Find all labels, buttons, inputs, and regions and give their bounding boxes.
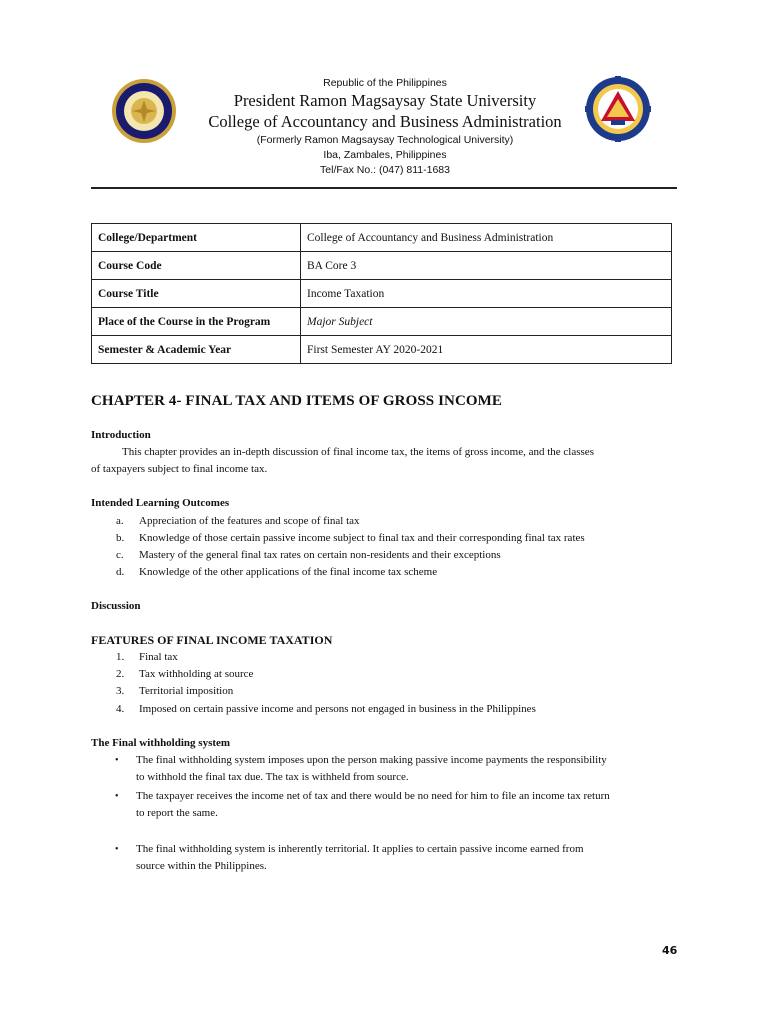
- introduction-heading: Introduction: [91, 429, 151, 441]
- list-marker: b.: [116, 532, 125, 544]
- page-number: 46: [662, 944, 678, 957]
- table-cell-value: First Semester AY 2020-2021: [301, 336, 672, 364]
- bullet-icon: •: [115, 755, 119, 766]
- table-row: [92, 336, 672, 364]
- list-item: Mastery of the general final tax rates on certain non-residents and their exceptions: [139, 549, 501, 561]
- bullet-item-line: to report the same.: [136, 807, 218, 819]
- college-gear-seal-logo: [585, 76, 651, 142]
- table-cell-value: BA Core 3: [301, 252, 672, 280]
- list-item: Knowledge of the other applications of the final income tax scheme: [139, 566, 438, 578]
- table-row: [92, 252, 672, 280]
- formerly-line: (Formerly Ramon Magsaysay Technological University): [256, 134, 514, 146]
- telfax-line: Tel/Fax No.: (047) 811-1683: [320, 164, 450, 176]
- bullet-item-line: The final withholding system imposes upon the person making passive income payments the responsibility: [136, 754, 607, 766]
- list-item: Final tax: [139, 651, 178, 663]
- list-item: Appreciation of the features and scope of final tax: [139, 515, 360, 527]
- introduction-line-2: of taxpayers subject to final income tax.: [91, 463, 268, 475]
- college-name: College of Accountancy and Business Administration: [208, 112, 562, 131]
- introduction-line-1: This chapter provides an in-depth discussion of final income tax, the items of gross income, and the classes: [122, 446, 594, 458]
- table-cell-label: Course Title: [92, 280, 301, 308]
- withholding-heading: The Final withholding system: [91, 737, 231, 749]
- outcomes-heading: Intended Learning Outcomes: [91, 497, 230, 509]
- bullet-item-line: to withhold the final tax due. The tax is withheld from source.: [136, 771, 409, 783]
- discussion-heading: Discussion: [91, 600, 141, 612]
- list-marker: c.: [116, 549, 124, 561]
- list-marker: a.: [116, 515, 124, 527]
- republic-line: Republic of the Philippines: [323, 77, 447, 89]
- chapter-title: CHAPTER 4- FINAL TAX AND ITEMS OF GROSS INCOME: [91, 393, 503, 409]
- table-cell-label: College/Department: [92, 224, 301, 252]
- table-row: [92, 224, 672, 252]
- bullet-icon: •: [115, 791, 119, 802]
- list-marker: 1.: [116, 651, 125, 663]
- features-heading: FEATURES OF FINAL INCOME TAXATION: [91, 633, 333, 647]
- table-cell-value: College of Accountancy and Business Administration: [301, 224, 672, 252]
- course-info-table: [91, 223, 672, 364]
- university-seal-logo: [111, 78, 177, 144]
- list-marker: 4.: [116, 703, 125, 715]
- bullet-item-line: source within the Philippines.: [136, 860, 267, 872]
- header-divider: [91, 187, 677, 189]
- list-item: Knowledge of those certain passive income subject to final tax and their corresponding final tax rates: [139, 532, 585, 544]
- list-item: Tax withholding at source: [139, 668, 254, 680]
- table-cell-label: Course Code: [92, 252, 301, 280]
- bullet-item-line: The taxpayer receives the income net of tax and there would be no need for him to file an income tax return: [136, 790, 610, 802]
- table-row: [92, 280, 672, 308]
- list-item: Territorial imposition: [139, 685, 234, 697]
- table-row: [92, 308, 672, 336]
- list-marker: 3.: [116, 685, 125, 697]
- table-cell-label: Semester & Academic Year: [92, 336, 301, 364]
- list-marker: 2.: [116, 668, 125, 680]
- university-name: President Ramon Magsaysay State University: [233, 91, 537, 110]
- address-line: Iba, Zambales, Philippines: [323, 149, 447, 161]
- list-item: Imposed on certain passive income and persons not engaged in business in the Philippines: [139, 703, 536, 715]
- bullet-icon: •: [115, 844, 119, 855]
- bullet-item-line: The final withholding system is inherently territorial. It applies to certain passive income earned from: [136, 843, 584, 855]
- table-cell-value: Major Subject: [301, 308, 672, 336]
- list-marker: d.: [116, 566, 125, 578]
- table-cell-label: Place of the Course in the Program: [92, 308, 301, 336]
- table-cell-value: Income Taxation: [301, 280, 672, 308]
